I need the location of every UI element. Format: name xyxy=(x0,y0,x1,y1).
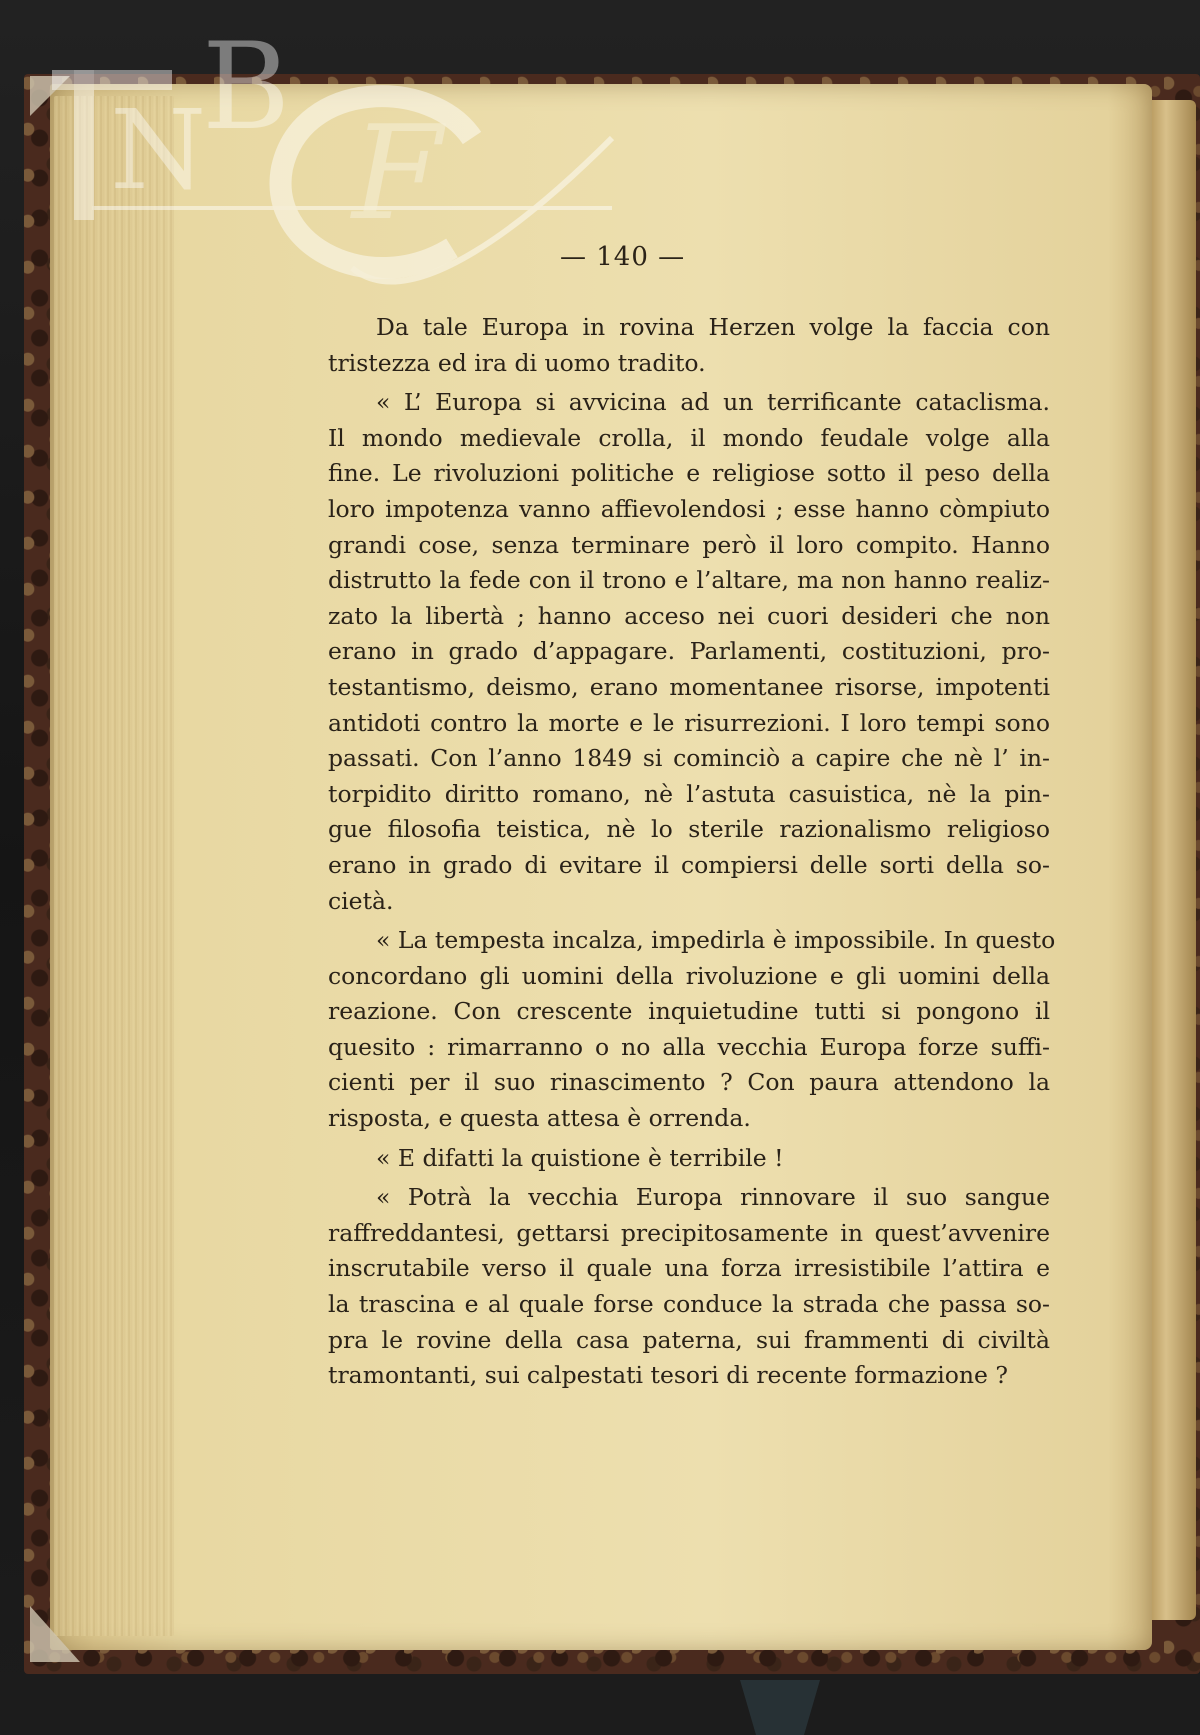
paragraph xyxy=(328,310,1050,381)
text-line: concordano gli uomini della rivoluzione e gli uomini della xyxy=(328,961,1050,990)
paragraph xyxy=(328,385,1050,919)
paragraph xyxy=(328,1141,1050,1177)
text-line: tramontanti, sui calpestati tesori di recente formazione ? xyxy=(328,1361,1009,1390)
svg-text:N: N xyxy=(110,86,207,214)
text-line: passati. Con l’anno 1849 si cominciò a capire che nè l’ in- xyxy=(328,744,1050,773)
paragraph xyxy=(328,1180,1050,1394)
text-line: erano in grado d’appagare. Parlamenti, costituzioni, pro- xyxy=(328,637,1050,666)
text-line: inscrutabile verso il quale una forza irresistibile l’attira e xyxy=(328,1254,1050,1283)
facing-page-edge xyxy=(1150,100,1196,1620)
text-line: zato la libertà ; hanno acceso nei cuori desideri che non xyxy=(328,601,1050,630)
page-stack-edges xyxy=(54,96,174,1636)
text-line: quesito : rimarranno o no alla vecchia Europa forze suffi- xyxy=(328,1032,1050,1061)
page-text xyxy=(328,310,1056,1398)
text-line: erano in grado di evitare il compiersi delle sorti della so- xyxy=(328,850,1050,879)
paragraph xyxy=(328,923,1056,1137)
svg-text:B: B xyxy=(202,18,291,157)
text-line: testantismo, deismo, erano momentanee risorse, impotenti xyxy=(328,672,1050,701)
text-line: fine. Le rivoluzioni politiche e religiose sotto il peso della xyxy=(328,459,1050,488)
page-number: — 140 — xyxy=(560,242,686,272)
text-line: cietà. xyxy=(328,886,394,915)
text-line: tristezza ed ira di uomo tradito. xyxy=(328,348,706,377)
library-watermark-logo xyxy=(52,18,692,318)
text-line: la trascina e al quale forse conduce la strada che passa so- xyxy=(328,1290,1050,1319)
text-line: distrutto la fede con il trono e l’altare, ma non hanno realiz- xyxy=(328,566,1050,595)
text-line: gue filosofia teistica, nè lo sterile razionalismo religioso xyxy=(328,815,1050,844)
text-line: « Potrà la vecchia Europa rinnovare il suo sangue xyxy=(376,1183,1050,1212)
text-line: grandi cose, senza terminare però il loro compito. Hanno xyxy=(328,530,1050,559)
text-line: « L’ Europa si avvicina ad un terrificante cataclisma. xyxy=(376,388,1050,417)
text-line: loro impotenza vanno affievolendosi ; esse hanno còmpiuto xyxy=(328,494,1050,523)
text-line: antidoti contro la morte e le risurrezioni. I loro tempi sono xyxy=(328,708,1050,737)
text-line: Da tale Europa in rovina Herzen volge la faccia con xyxy=(376,313,1050,341)
text-line: Il mondo medievale crolla, il mondo feudale volge alla xyxy=(328,423,1050,452)
text-line: pra le rovine della casa paterna, sui frammenti di civiltà xyxy=(328,1325,1050,1354)
text-line: torpidito diritto romano, nè l’astuta casuistica, nè la pin- xyxy=(328,779,1050,808)
text-line: « E difatti la quistione è terribile ! xyxy=(376,1143,784,1172)
text-line: « La tempesta incalza, impedirla è impossibile. In questo xyxy=(376,926,1056,955)
text-line: reazione. Con crescente inquietudine tutti si pongono il xyxy=(328,997,1050,1026)
text-line: cienti per il suo rinascimento ? Con paura attendono la xyxy=(328,1068,1050,1097)
text-line: raffreddantesi, gettarsi precipitosamente in quest’avvenire xyxy=(328,1218,1050,1247)
svg-text:F: F xyxy=(352,97,443,249)
text-line: risposta, e questa attesa è orrenda. xyxy=(328,1104,751,1133)
